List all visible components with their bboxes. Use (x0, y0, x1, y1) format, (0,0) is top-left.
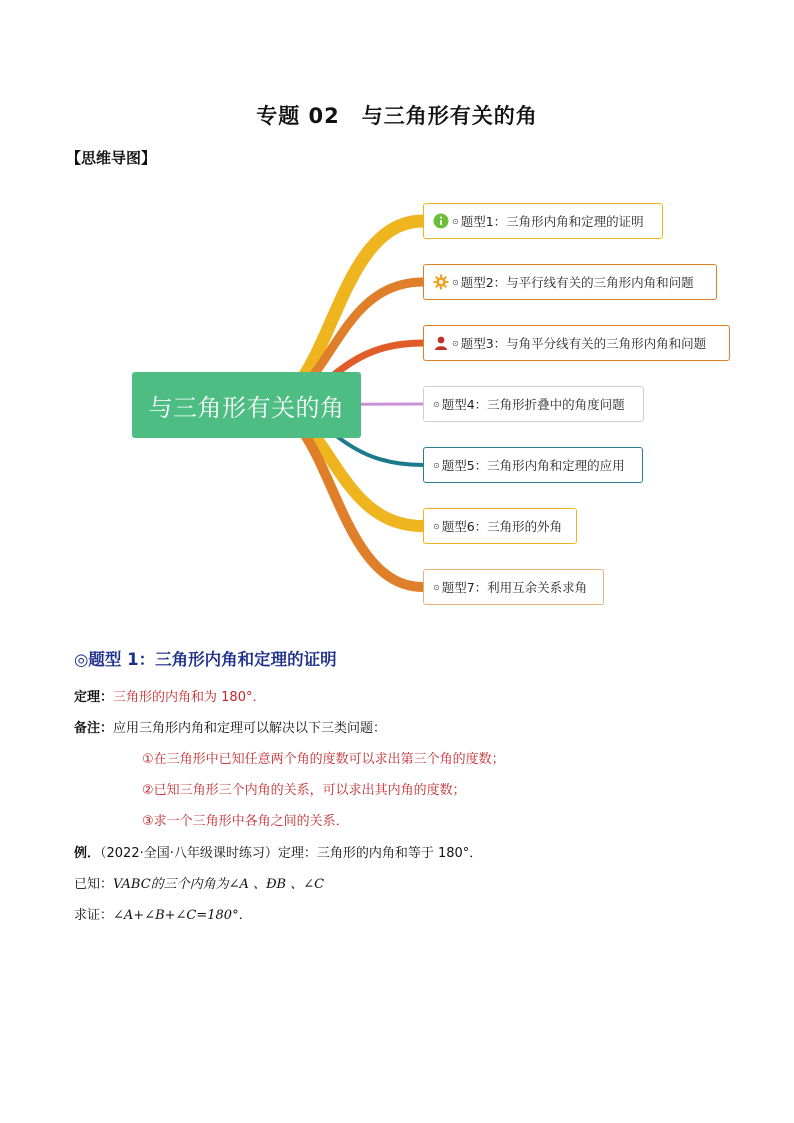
theorem-line (74, 686, 265, 705)
mindmap-topic-5 (423, 447, 643, 483)
topic-bullet: ⊙ (433, 521, 440, 531)
topic-bullet: ⊙ (433, 399, 440, 409)
note-item-2: ②已知三角形三个内角的关系，可以求出其内角的度数； (142, 783, 466, 798)
mindmap-topic-1 (423, 203, 663, 239)
mindmap-topic-3 (423, 325, 730, 361)
section-heading: ◎题型 1：三角形内角和定理的证明 (74, 650, 337, 669)
prove-text: ∠A+∠B+∠C=180°． (113, 908, 252, 923)
note-text: 应用三角形内角和定理可以解决以下三类问题： (113, 721, 387, 736)
person-icon (433, 335, 452, 351)
topic-label: 题型7：利用互余关系求角 (441, 580, 588, 595)
theorem-text: 三角形的内角和为 180°． (113, 690, 266, 705)
note-item-1: ①在三角形中已知任意两个角的度数可以求出第三个角的度数； (142, 752, 505, 767)
topic-label: 题型1：三角形内角和定理的证明 (460, 214, 644, 229)
mindmap-center-node: 与三角形有关的角 (132, 372, 361, 438)
known-line (74, 873, 324, 892)
mindmap-topic-4 (423, 386, 644, 422)
known-prefix: 已知： (74, 877, 114, 892)
example-line (74, 842, 482, 861)
theorem-label: 定理： (74, 690, 114, 705)
topic-label: 题型6：三角形的外角 (441, 519, 563, 534)
mindmap-topic-7 (423, 569, 604, 605)
prove-line (74, 904, 252, 923)
mindmap-heading: 【思维导图】 (66, 149, 157, 167)
note-item-3: ③求一个三角形中各角之间的关系． (142, 814, 349, 829)
topic-bullet: ⊙ (433, 582, 440, 592)
topic-label: 题型5：三角形内角和定理的应用 (441, 458, 625, 473)
topic-label: 题型2：与平行线有关的三角形内角和问题 (460, 275, 694, 290)
note-line (74, 717, 386, 736)
topic-bullet: ⊙ (452, 338, 459, 348)
note-label: 备注： (74, 721, 114, 736)
mindmap-topic-6 (423, 508, 577, 544)
known-triangle: VABC (113, 877, 151, 892)
known-angles: 的三个内角为∠A 、ÐB 、∠C (150, 877, 325, 892)
topic-bullet: ⊙ (452, 216, 459, 226)
example-label: 例． (74, 846, 101, 861)
gear-icon (433, 274, 452, 290)
topic-label: 题型3：与角平分线有关的三角形内角和问题 (460, 336, 707, 351)
prove-prefix: 求证： (74, 908, 114, 923)
topic-bullet: ⊙ (433, 460, 440, 470)
mindmap-topic-2 (423, 264, 717, 300)
topic-label: 题型4：三角形折叠中的角度问题 (441, 397, 625, 412)
page-title: 专题 02 与三角形有关的角 (256, 104, 538, 128)
info-icon (433, 213, 452, 229)
topic-bullet: ⊙ (452, 277, 459, 287)
example-text: （2022·全国·八年级课时练习）定理：三角形的内角和等于 180°． (100, 846, 483, 861)
